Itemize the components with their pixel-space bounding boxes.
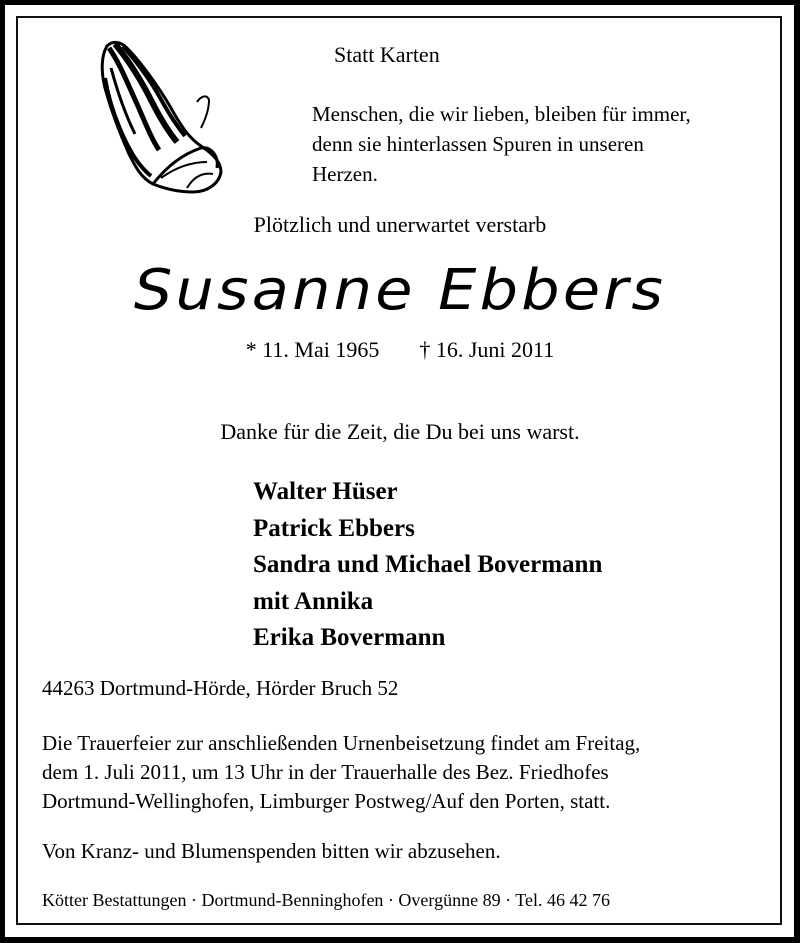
flowers-note: Von Kranz- und Blumenspenden bitten wir abzusehen.	[42, 839, 501, 863]
mourner-name: Erika Bovermann	[253, 624, 446, 651]
thanks-line: Danke für die Zeit, die Du bei uns warst.	[220, 419, 580, 444]
ceremony-details	[42, 729, 640, 816]
birth-date: * 11. Mai 1965	[245, 337, 380, 362]
mourner-name: mit Annika	[253, 587, 374, 615]
praying-hands-icon	[97, 38, 225, 194]
mourner-name: Sandra und Michael Bovermann	[253, 551, 603, 578]
mourner-name: Walter Hüser	[253, 478, 398, 505]
deceased-name: Susanne Ebbers	[133, 258, 667, 323]
quote-line: denn sie hinterlassen Spuren in unseren	[312, 132, 644, 156]
quote-line: Herzen.	[312, 162, 378, 186]
death-date: † 16. Juni 2011	[419, 337, 555, 362]
family-address: 44263 Dortmund-Hörde, Hörder Bruch 52	[42, 676, 399, 700]
funeral-home-info: Kötter Bestattungen · Dortmund-Benninghofen · Overgünne 89 · Tel. 46 42 76	[42, 890, 610, 910]
quote-line: Menschen, die wir lieben, bleiben für immer,	[312, 102, 691, 126]
memorial-quote	[312, 99, 691, 189]
ceremony-line: Die Trauerfeier zur anschließenden Urnenbeisetzung findet am Freitag,	[42, 731, 641, 755]
mourner-name: Patrick Ebbers	[253, 514, 415, 542]
life-dates	[0, 337, 800, 363]
ceremony-line: Dortmund-Wellinghofen, Limburger Postweg/Auf den Porten, statt.	[42, 789, 611, 813]
mourners-list	[253, 474, 602, 657]
ceremony-line: dem 1. Juli 2011, um 13 Uhr in der Trauerhalle des Bez. Friedhofes	[42, 760, 609, 784]
statt-karten-label: Statt Karten	[334, 42, 440, 67]
announcement-intro: Plötzlich und unerwartet verstarb	[253, 212, 547, 237]
